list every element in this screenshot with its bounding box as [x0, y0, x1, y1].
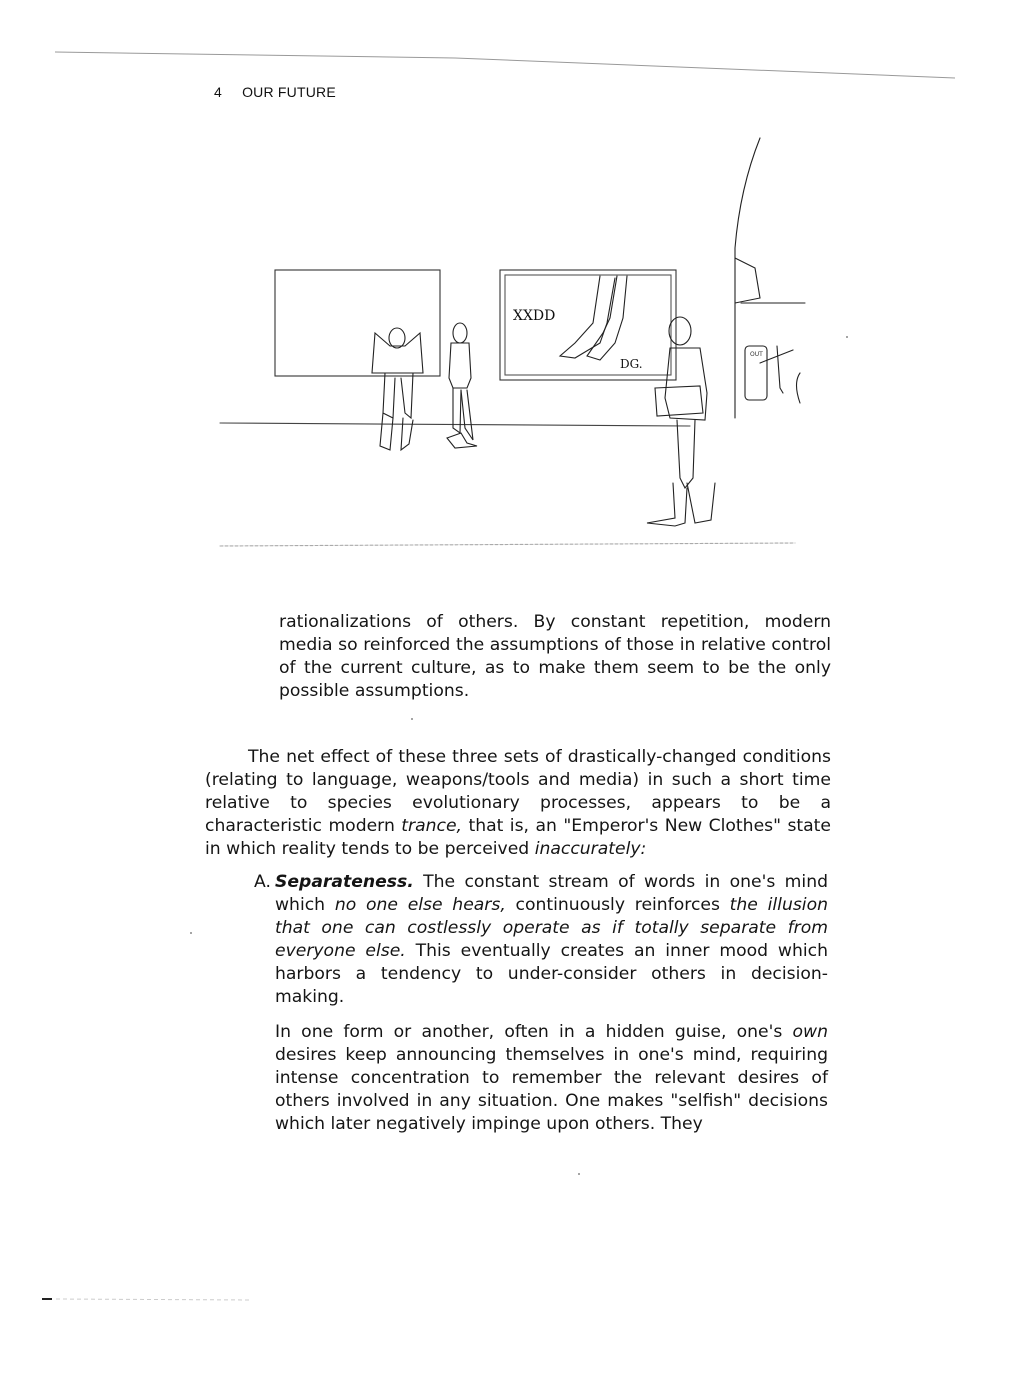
running-header — [214, 84, 336, 100]
door-label: OUT — [750, 351, 763, 358]
p2-text-2: that is, an "Emperor's New Clothes" state in which reality tends to be perceived — [205, 816, 831, 859]
p3-illusion: the illusion that one can costlessly operate as if totally separate from everyone else. — [275, 895, 828, 961]
scan-speck — [578, 1173, 580, 1175]
page-number: 4 — [214, 84, 222, 100]
list-item-heading: Separateness. — [275, 872, 414, 892]
paragraph-continuation: rationalizations of others. By constant repetition, modern media so reinforced the assumptions of those in relative control of the current culture, as to make them seem to be the only possible assumptions. — [279, 612, 831, 701]
bottom-scan-mark — [42, 1295, 252, 1303]
sign-text: XXDD — [513, 308, 556, 324]
p3-no-one: no one else hears, — [334, 895, 506, 915]
sign-signature: DG. — [620, 357, 643, 371]
p3-text-2: continuously reinforces — [505, 895, 730, 915]
p2-trance: trance, — [401, 816, 463, 836]
p4-text-2: desires keep announcing themselves in one's mind, requiring intense concentration to remember the relevant desires of others involved in any situation. One makes "selfish" decisions which later negatively impinge upon others. They — [275, 1045, 828, 1134]
scan-speck — [846, 336, 848, 338]
scan-speck — [411, 718, 413, 720]
p2-inaccurately: inaccurately: — [534, 839, 647, 859]
paragraph-net-effect — [205, 746, 831, 861]
scan-speck — [190, 932, 192, 934]
running-title: OUR FUTURE — [242, 84, 336, 100]
top-rule — [55, 50, 955, 80]
gallery-illustration — [215, 128, 835, 553]
p4-own: own — [792, 1022, 828, 1042]
paragraph-desires — [275, 1021, 828, 1136]
p2-text-1: The net effect of these three sets of drastically-changed conditions (relating to language, weapons/tools and media) in such a short time relative to species evolutionary processes, appears to be a characteristic modern — [205, 747, 831, 836]
list-item-separateness — [254, 871, 828, 1009]
list-item-label: A. — [254, 872, 271, 892]
p3-text-1: The constant stream of words in one's mind which — [275, 872, 828, 915]
p4-text-1: In one form or another, often in a hidden guise, one's — [275, 1022, 793, 1042]
p3-text-3: This eventually creates an inner mood which harbors a tendency to under-consider others in decision-making. — [275, 941, 828, 1007]
